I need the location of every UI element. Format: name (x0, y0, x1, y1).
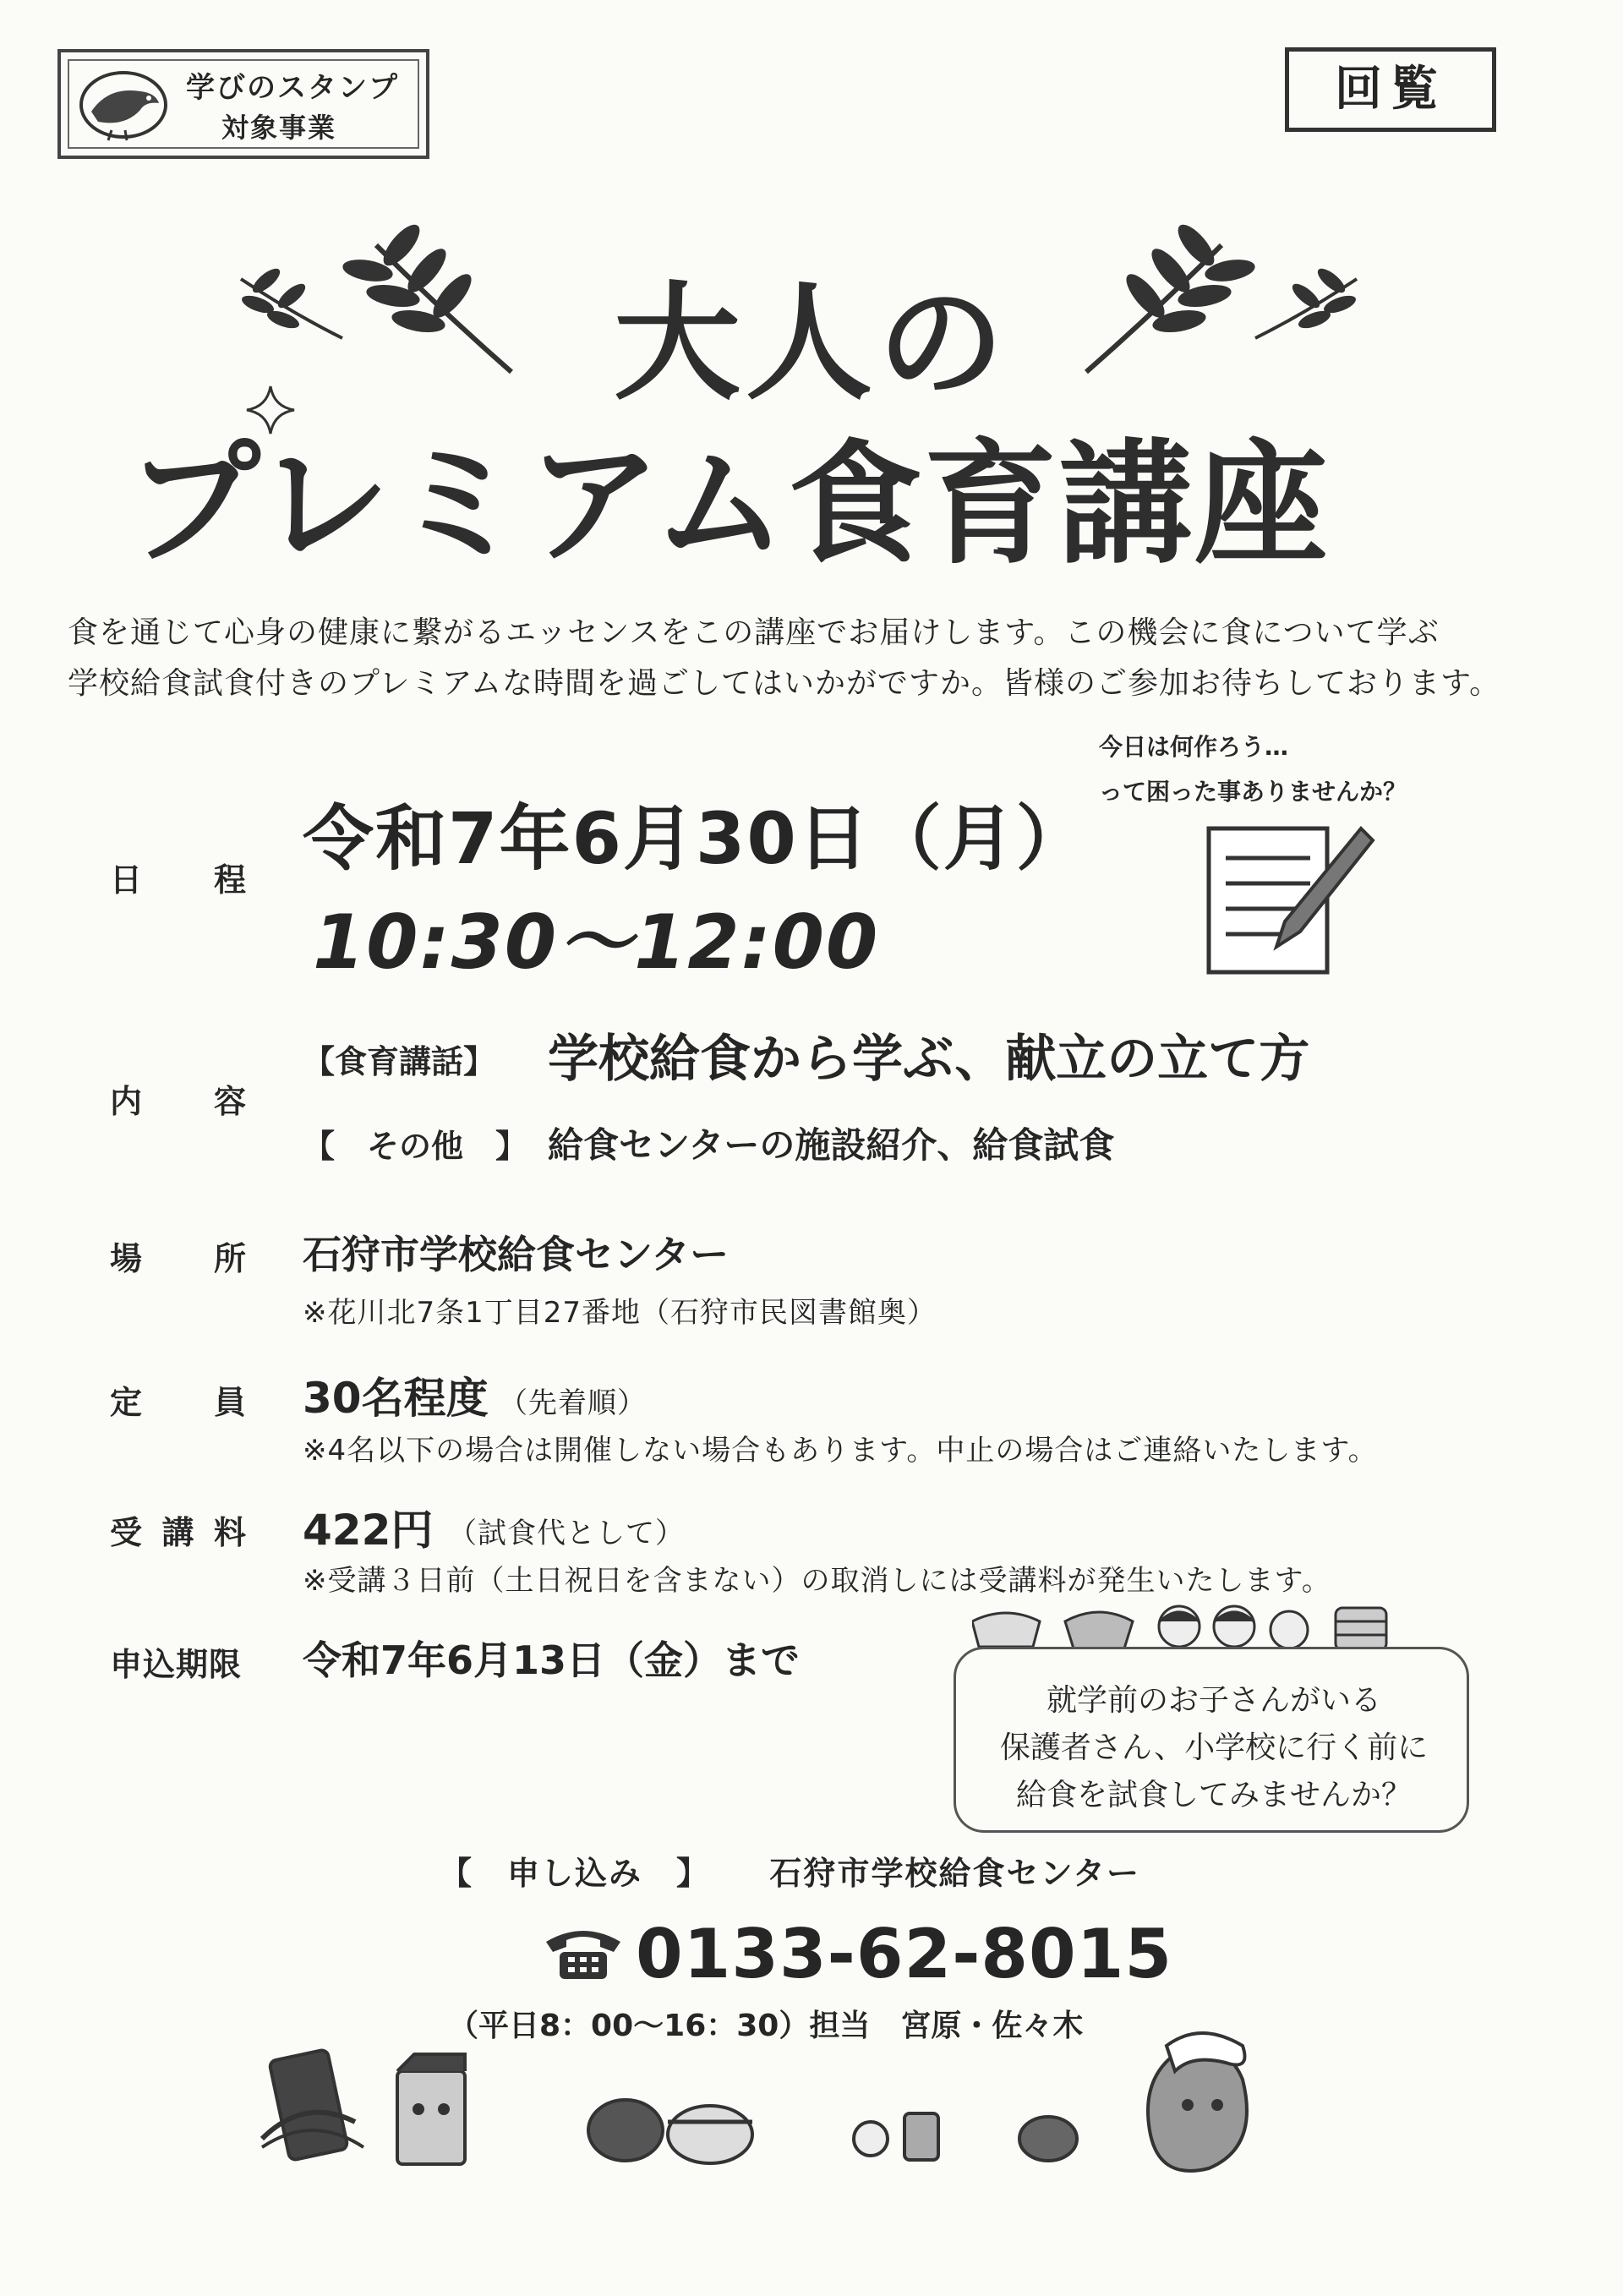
content-label (110, 1075, 249, 1122)
other-tag: 【 その他 】 (303, 1128, 528, 1165)
apply-org: 石狩市学校給食センター (769, 1855, 1140, 1892)
capacity-label-char-1: 定 (110, 1384, 146, 1421)
deadline-label: 申込期限 (110, 1646, 243, 1683)
intro-line-1: 食を通じて心身の健康に繋がるエッセンスをこの講座でお届けします。この機会に食について学ぶ (68, 615, 1440, 650)
notepad-pen-icon (1192, 812, 1378, 989)
deadline-value: 令和7年6月13日（金）まで (303, 1637, 801, 1683)
child-bubble-line-2: 保護者さん、小学校に行く前に (999, 1730, 1429, 1765)
venue-name: 石狩市学校給食センター (303, 1232, 730, 1277)
bird-logo-icon (74, 63, 174, 144)
child-invite-bubble (954, 1647, 1469, 1833)
venue-address: ※花川北7条1丁目27番地（石狩市民図書館奥） (303, 1296, 937, 1330)
event-date: 令和7年6月30日（月） (303, 797, 1089, 880)
event-time: 10:30～12:00 (313, 899, 880, 986)
stamp-subtitle: 対象事業 (221, 112, 337, 144)
schedule-label-char-1: 日 (110, 861, 146, 899)
telephone-icon (541, 1923, 626, 1982)
office-hours-contact: （平日8：00～16：30）担当 宮原・佐々木 (448, 2009, 1084, 2043)
talk-tag: 【食育講話】 (303, 1043, 496, 1080)
capacity-label (110, 1376, 249, 1423)
venue-label (110, 1233, 249, 1279)
fee-label-char-1: 受 (110, 1514, 146, 1551)
title-line-2: プレミアム食育講座 (127, 427, 1330, 582)
content-label-char-1: 内 (110, 1083, 146, 1120)
food-characters-bottom-icon (254, 2020, 1268, 2181)
capacity-value: 30名程度 (303, 1374, 489, 1423)
capacity-note: （先着順） (499, 1386, 647, 1420)
thought-line-1: 今日は何作ろう… (1099, 733, 1289, 761)
fee-label (110, 1506, 249, 1553)
phone-number: 0133-62-8015 (636, 1915, 1173, 1993)
fee-value: 422円 (303, 1506, 434, 1555)
other-text: 給食センターの施設紹介、給食試食 (548, 1124, 1115, 1166)
talk-title: 学校給食から学ぶ、献立の立て方 (548, 1030, 1310, 1089)
title-line-1: 大人の (613, 271, 1009, 418)
venue-label-char-2: 所 (213, 1240, 249, 1277)
phone-line (541, 1915, 1172, 1993)
apply-line (440, 1847, 1140, 1894)
circulation-label: 回覧 (1285, 47, 1496, 132)
venue-label-char-1: 場 (110, 1240, 146, 1277)
schedule-label-char-2: 程 (213, 861, 249, 899)
child-bubble-line-1: 就学前のお子さんがいる (1046, 1683, 1381, 1718)
child-bubble-line-3: 給食を試食してみませんか？ (1015, 1778, 1412, 1812)
fee-note: （試食代として） (448, 1517, 685, 1550)
capacity-label-char-2: 員 (213, 1384, 249, 1421)
fee-remark: ※受講３日前（土日祝日を含まない）の取消しには受講料が発生いたします。 (303, 1564, 1331, 1598)
stamp-title: 学びのスタンプ (186, 71, 399, 105)
schedule-label (110, 854, 249, 900)
thought-line-2: って困った事ありませんか？ (1099, 778, 1407, 806)
content-label-char-2: 容 (213, 1083, 249, 1120)
apply-tag: 【 申し込み 】 (440, 1855, 711, 1892)
fee-label-char-3: 料 (213, 1514, 249, 1551)
stamp-badge (57, 49, 429, 159)
intro-line-2: 学校給食試食付きのプレミアムな時間を過ごしてはいかがですか。皆様のご参加お待ちしております。 (68, 666, 1501, 701)
capacity-remark: ※4名以下の場合は開催しない場合もあります。中止の場合はご連絡いたします。 (303, 1434, 1378, 1468)
fee-label-char-2: 講 (161, 1514, 198, 1551)
